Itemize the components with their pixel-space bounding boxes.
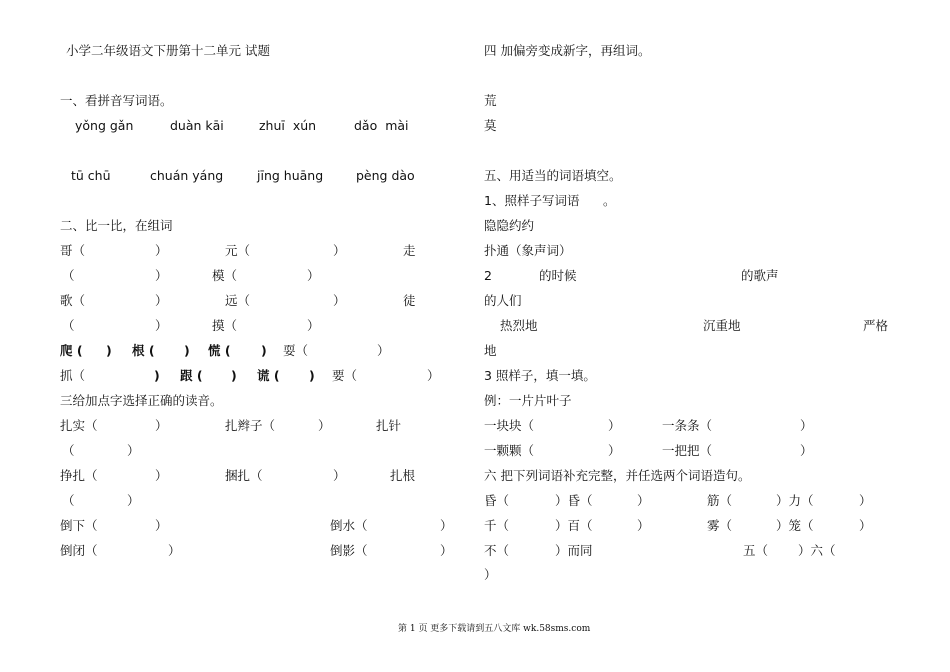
fill-open: （	[62, 268, 75, 283]
fill-label: 元（	[225, 243, 251, 258]
fill-label: 跟 (	[180, 368, 203, 383]
fill-close: ）	[155, 293, 168, 308]
fill-close: ）	[440, 543, 453, 558]
fill-label: 远（	[225, 293, 251, 308]
fill-close: ）	[127, 493, 140, 508]
page-title: 小学二年级语文下册第十二单元 试题	[66, 43, 270, 58]
fill-label: 耍（	[283, 343, 309, 358]
fill-close: ）	[859, 518, 872, 533]
fill-label: 要（	[332, 368, 358, 383]
fill-open: （	[62, 493, 75, 508]
pinyin-item: zhuī xún	[259, 118, 317, 133]
fill-label: 一把把（	[662, 443, 713, 458]
fill-close: ）	[155, 243, 168, 258]
radical-item: 莫	[484, 118, 497, 133]
fill-close: ）	[168, 543, 181, 558]
fill-label: 倒下（	[60, 518, 98, 533]
fill-close: ）	[377, 343, 390, 358]
fill-label: 走	[403, 243, 416, 258]
fill-label: 谎 (	[257, 368, 280, 383]
fill-label: ）六（	[798, 543, 836, 558]
blank-text: 的歌声	[741, 268, 779, 283]
blank-text: 的时候	[539, 268, 577, 283]
fill-close: ）	[427, 368, 440, 383]
fill-label: 一条条（	[662, 418, 713, 433]
fill-close: ）	[127, 443, 140, 458]
fill-open: （	[62, 443, 75, 458]
pinyin-item: chuán yáng	[150, 168, 224, 183]
fill-label: 昏（	[484, 493, 510, 508]
fill-label: 倒影（	[330, 543, 368, 558]
fill-close: ）	[859, 493, 872, 508]
fill-close: ）	[800, 418, 813, 433]
fill-label: 雾（	[707, 518, 733, 533]
example-line: 例：一片片叶子	[484, 393, 572, 408]
fill-close: ）	[333, 243, 346, 258]
fill-label: 扎实（	[60, 418, 98, 433]
fill-label: 爬 (	[60, 343, 83, 358]
fill-close: ）	[155, 468, 168, 483]
radical-item: 荒	[484, 93, 497, 108]
fill-label: 哥（	[60, 243, 86, 258]
blank-text: 严格	[863, 318, 889, 333]
fill-close: ）	[307, 318, 320, 333]
fill-label: ）笼（	[776, 518, 814, 533]
fill-label: ）百（	[555, 518, 593, 533]
q3-heading: 三给加点字选择正确的读音。	[60, 393, 223, 408]
fill-close: ）	[800, 443, 813, 458]
q5-heading: 五、用适当的词语填空。	[484, 168, 622, 183]
fill-label: 模（	[212, 268, 238, 283]
fill-label: 慌 (	[208, 343, 231, 358]
blank-text: 地	[484, 343, 497, 358]
pinyin-item: pèng dào	[356, 168, 415, 183]
fill-close: ）	[637, 493, 650, 508]
fill-close: ）	[608, 418, 621, 433]
q5-sub1-dot: 。	[603, 193, 616, 208]
fill-label: 一块块（	[484, 418, 535, 433]
fill-label: 筋（	[707, 493, 733, 508]
example-word: 扑通（象声词）	[484, 243, 572, 258]
page-footer: 第 1 页 更多下载请到五八文库 wk.58sms.com	[398, 624, 591, 634]
fill-label: 扎根	[390, 468, 416, 483]
fill-label: 抓（	[60, 368, 86, 383]
fill-close: ）	[637, 518, 650, 533]
q5-sub3: 3 照样子，填一填。	[484, 368, 596, 383]
q4-heading: 四 加偏旁变成新字，再组词。	[484, 43, 651, 58]
q2-heading: 二、比一比，在组词	[60, 218, 173, 233]
fill-label: 倒闭（	[60, 543, 98, 558]
fill-close: )	[184, 343, 190, 358]
blank-text: 的人们	[484, 293, 522, 308]
fill-label: 一颗颗（	[484, 443, 535, 458]
fill-close: ）	[155, 418, 168, 433]
fill-close: ）	[484, 567, 497, 582]
fill-close: ）	[155, 268, 168, 283]
pinyin-item: yǒng gǎn	[75, 118, 134, 133]
pinyin-item: tū chū	[71, 168, 111, 183]
fill-label: 五（	[743, 543, 769, 558]
fill-label: ）而同	[555, 543, 593, 558]
blank-text: 2	[484, 268, 492, 283]
fill-label: 捆扎（	[225, 468, 263, 483]
example-word: 隐隐约约	[484, 218, 535, 233]
fill-close: )	[261, 343, 267, 358]
blank-text: 热烈地	[500, 318, 538, 333]
fill-close: ）	[440, 518, 453, 533]
fill-label: ）力（	[776, 493, 814, 508]
pinyin-item: dǎo mài	[354, 118, 409, 133]
fill-close: )	[106, 343, 112, 358]
fill-label: 扎针	[376, 418, 402, 433]
fill-close: ）	[155, 318, 168, 333]
pinyin-item: duàn kāi	[170, 118, 224, 133]
fill-label: 千（	[484, 518, 510, 533]
fill-label: 倒水（	[330, 518, 368, 533]
fill-close: ）	[333, 293, 346, 308]
fill-close: ）	[333, 468, 346, 483]
fill-open: （	[62, 318, 75, 333]
fill-label: 徒	[403, 293, 416, 308]
fill-label: 根 (	[132, 343, 155, 358]
fill-close: ）	[318, 418, 331, 433]
fill-label: ）昏（	[555, 493, 593, 508]
fill-label: 歌（	[60, 293, 86, 308]
fill-label: 扎辫子（	[225, 418, 276, 433]
fill-label: 摸（	[212, 318, 238, 333]
fill-close: )	[309, 368, 315, 383]
fill-close: ）	[155, 518, 168, 533]
pinyin-item: jīng huāng	[257, 168, 324, 183]
fill-close: )	[154, 368, 160, 383]
fill-close: ）	[608, 443, 621, 458]
fill-label: 挣扎（	[60, 468, 98, 483]
q6-heading: 六 把下列词语补充完整，并任选两个词语造句。	[484, 468, 751, 483]
blank-text: 沉重地	[703, 318, 741, 333]
fill-close: ）	[307, 268, 320, 283]
fill-label: 不（	[484, 543, 510, 558]
q1-heading: 一、看拼音写词语。	[60, 93, 173, 108]
fill-close: )	[231, 368, 237, 383]
q5-sub1: 1、照样子写词语	[484, 193, 580, 208]
